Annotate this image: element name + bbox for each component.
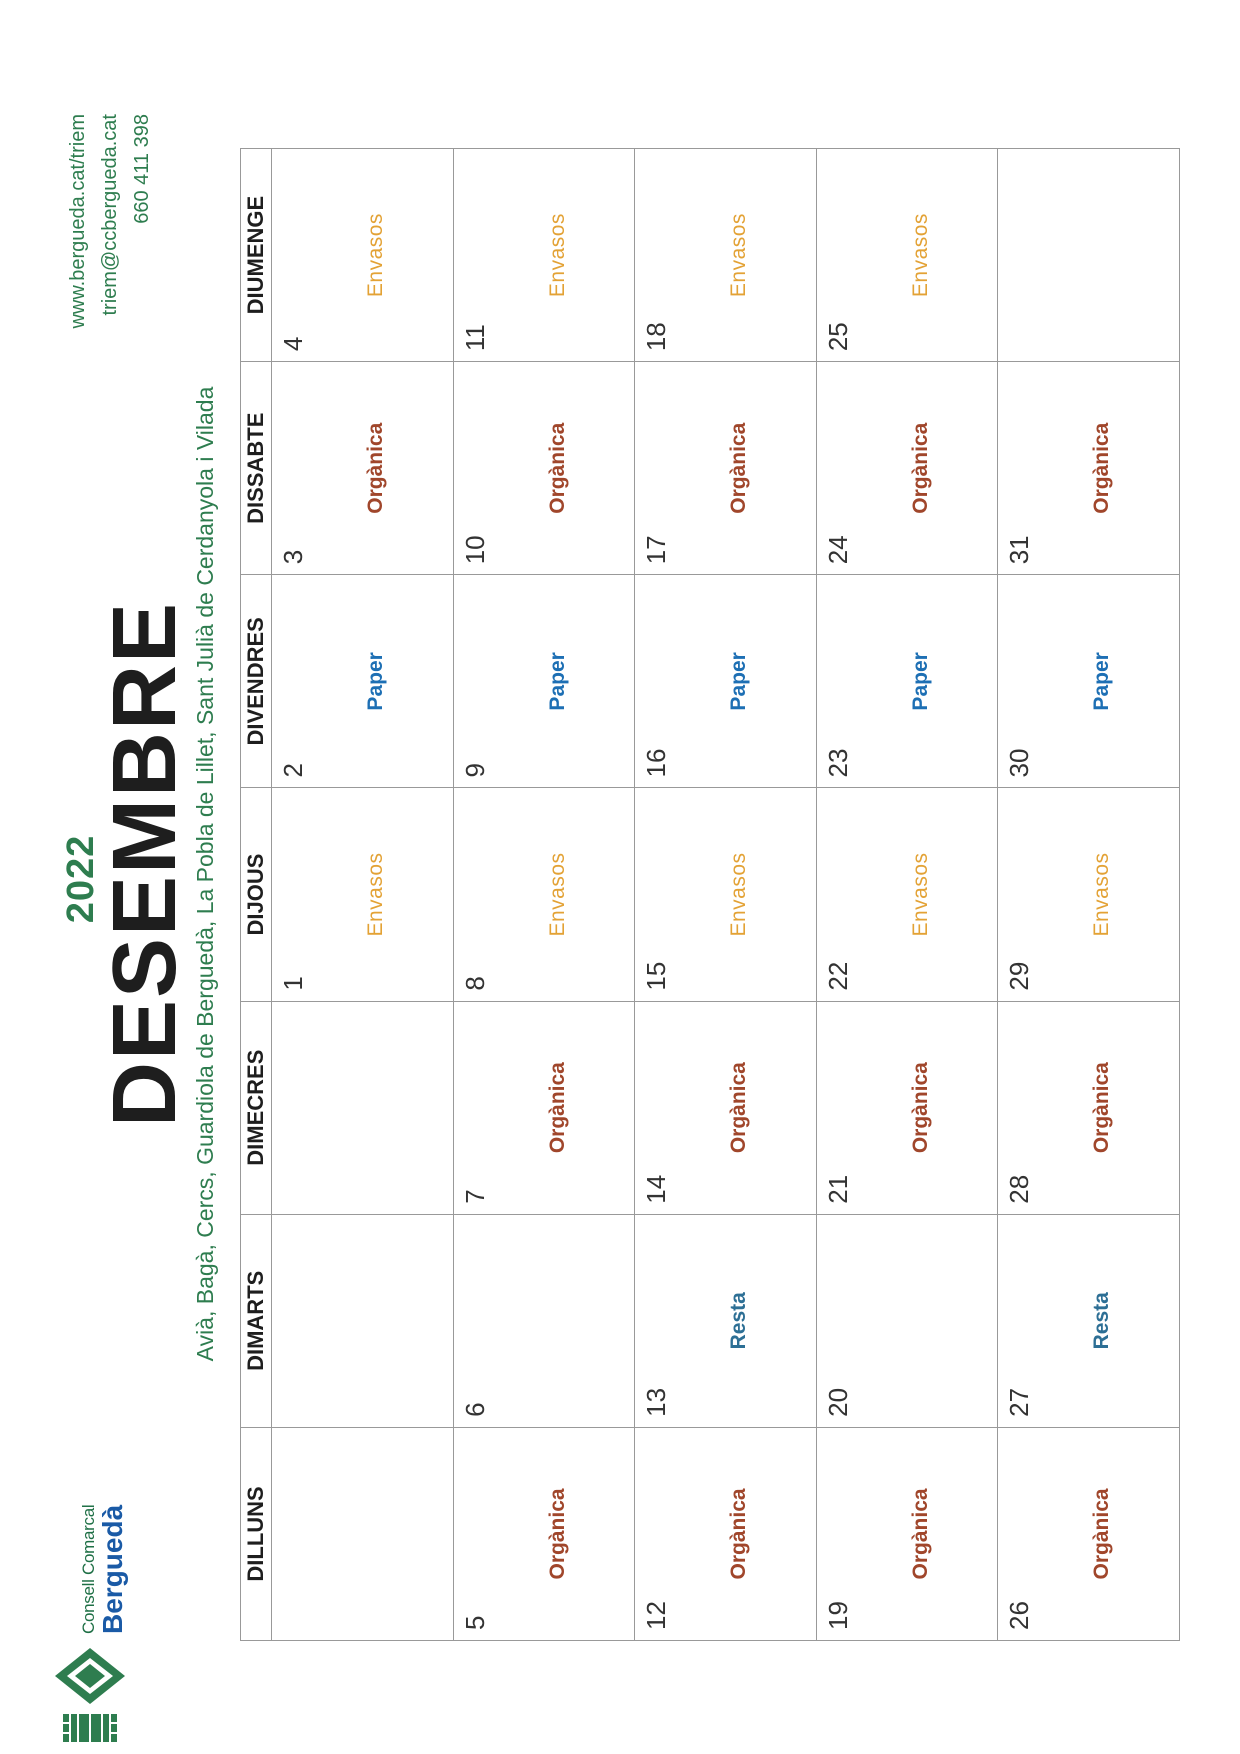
day-cell [816, 362, 998, 575]
day-cell [816, 1001, 998, 1214]
waste-type-label: Orgànica [727, 1488, 751, 1580]
day-number: 7 [459, 1189, 490, 1204]
waste-type-label: Envasos [545, 852, 569, 937]
day-number: 10 [459, 535, 490, 565]
waste-type-label: Orgànica [364, 422, 387, 514]
day-cell [635, 1427, 817, 1640]
waste-type-label: Orgànica [545, 422, 569, 514]
waste-type-label: Orgànica [1090, 1062, 1114, 1154]
day-cell [816, 149, 998, 362]
day-cell [635, 788, 817, 1001]
waste-type-label: Envasos [1090, 852, 1114, 937]
contact-email[interactable]: triem@ccbergueda.cat [99, 114, 121, 316]
day-number: 19 [822, 1601, 853, 1630]
day-number: 25 [822, 322, 853, 352]
day-cell [453, 1427, 635, 1640]
municipalities-list: Avià, Bagà, Cercs, Guardiola de Berguedà, La Pobla de Lillet, Sant Julià de Cerdanyola i Vilada [192, 386, 218, 1362]
logo-subtitle: Consell Comarcal [79, 1504, 98, 1634]
week-row [635, 149, 817, 1641]
waste-type-label: Resta [727, 1292, 751, 1350]
waste-type-label: Envasos [364, 213, 387, 298]
weekday-thursday: DIJOUS [241, 788, 272, 1001]
day-number: 3 [278, 549, 308, 565]
day-cell [453, 362, 635, 575]
day-number: 6 [459, 1402, 490, 1417]
waste-type-label: Orgànica [545, 1488, 569, 1580]
weekday-friday: DIVENDRES [241, 575, 272, 788]
day-number: 8 [459, 976, 490, 991]
month-title: DESEMBRE [95, 600, 195, 1128]
day-number: 27 [1004, 1387, 1035, 1417]
day-cell [453, 1001, 635, 1214]
day-number: 26 [1004, 1601, 1035, 1630]
day-cell [272, 1427, 454, 1640]
contact-website[interactable]: www.bergueda.cat/triem [67, 114, 89, 329]
day-number: 23 [822, 748, 853, 778]
day-number: 11 [459, 324, 490, 352]
waste-type-label: Envasos [908, 852, 932, 937]
week-row [272, 149, 454, 1641]
week-row [816, 149, 998, 1641]
day-cell [816, 1427, 998, 1640]
day-cell [635, 1214, 817, 1427]
crown-shield-icon [45, 1644, 145, 1744]
waste-type-label: Envasos [364, 852, 387, 937]
day-number: 18 [641, 322, 672, 352]
day-cell [272, 362, 454, 575]
day-cell [635, 575, 817, 788]
day-number: 16 [641, 748, 672, 778]
waste-type-label: Paper [545, 652, 569, 711]
day-cell [635, 362, 817, 575]
logo-title: Berguedà [97, 1504, 128, 1634]
day-cell [272, 575, 454, 788]
day-cell [453, 1214, 635, 1427]
day-cell [998, 1427, 1180, 1640]
day-cell [272, 1214, 454, 1427]
day-number: 14 [641, 1174, 672, 1204]
week-row [453, 149, 635, 1641]
waste-type-label: Envasos [545, 213, 569, 298]
waste-type-label: Envasos [727, 213, 751, 298]
day-number: 5 [459, 1615, 490, 1630]
year: 2022 [60, 834, 102, 924]
waste-type-label: Orgànica [908, 422, 932, 514]
day-cell [635, 149, 817, 362]
day-cell [998, 149, 1180, 362]
day-cell [816, 1214, 998, 1427]
day-number: 29 [1004, 961, 1035, 991]
day-number: 12 [641, 1601, 672, 1630]
day-number: 21 [822, 1174, 853, 1204]
day-number: 17 [641, 535, 672, 565]
waste-type-label: Resta [1090, 1292, 1114, 1350]
waste-type-label: Envasos [908, 213, 932, 298]
day-cell [272, 1001, 454, 1214]
calendar-body [272, 149, 1180, 1641]
day-number: 2 [278, 762, 308, 778]
weekday-saturday: DISSABTE [241, 362, 272, 575]
day-cell [453, 149, 635, 362]
waste-type-label: Orgànica [1090, 422, 1114, 514]
logo [45, 1484, 145, 1744]
day-cell [998, 788, 1180, 1001]
weekday-sunday: DIUMENGE [241, 149, 272, 362]
day-number: 22 [822, 961, 853, 991]
waste-type-label: Orgànica [727, 422, 751, 514]
contact-phone: 660 411 398 [131, 114, 153, 224]
day-cell [453, 788, 635, 1001]
weekday-monday: DILLUNS [241, 1427, 272, 1640]
waste-type-label: Paper [1090, 652, 1114, 711]
day-number: 15 [641, 961, 672, 991]
waste-type-label: Paper [908, 652, 932, 711]
waste-type-label: Orgànica [545, 1062, 569, 1154]
weekday-wednesday: DIMECRES [241, 1001, 272, 1214]
waste-type-label: Orgànica [908, 1488, 932, 1580]
day-cell [272, 149, 454, 362]
week-row [998, 149, 1180, 1641]
waste-type-label: Orgànica [908, 1062, 932, 1154]
day-cell [453, 575, 635, 788]
day-number: 4 [278, 336, 308, 352]
day-number: 31 [1004, 535, 1035, 565]
day-cell [272, 788, 454, 1001]
day-cell [998, 575, 1180, 788]
day-number: 13 [641, 1387, 672, 1417]
day-number: 1 [278, 976, 308, 991]
waste-type-label: Paper [364, 652, 387, 711]
day-cell [998, 1001, 1180, 1214]
calendar-grid [240, 148, 1180, 1641]
day-number: 9 [459, 762, 490, 778]
waste-type-label: Envasos [727, 852, 751, 937]
contact-info [62, 114, 158, 384]
waste-type-label: Orgànica [1090, 1488, 1114, 1580]
waste-type-label: Paper [727, 652, 751, 711]
weekday-tuesday: DIMARTS [241, 1214, 272, 1427]
day-number: 30 [1004, 748, 1035, 778]
day-cell [998, 362, 1180, 575]
day-number: 20 [822, 1387, 853, 1417]
day-cell [998, 1214, 1180, 1427]
waste-type-label: Orgànica [727, 1062, 751, 1154]
weekday-header-row [241, 149, 272, 1641]
day-cell [816, 788, 998, 1001]
day-number: 28 [1004, 1174, 1035, 1204]
day-cell [635, 1001, 817, 1214]
day-cell [816, 575, 998, 788]
day-number: 24 [822, 535, 853, 565]
